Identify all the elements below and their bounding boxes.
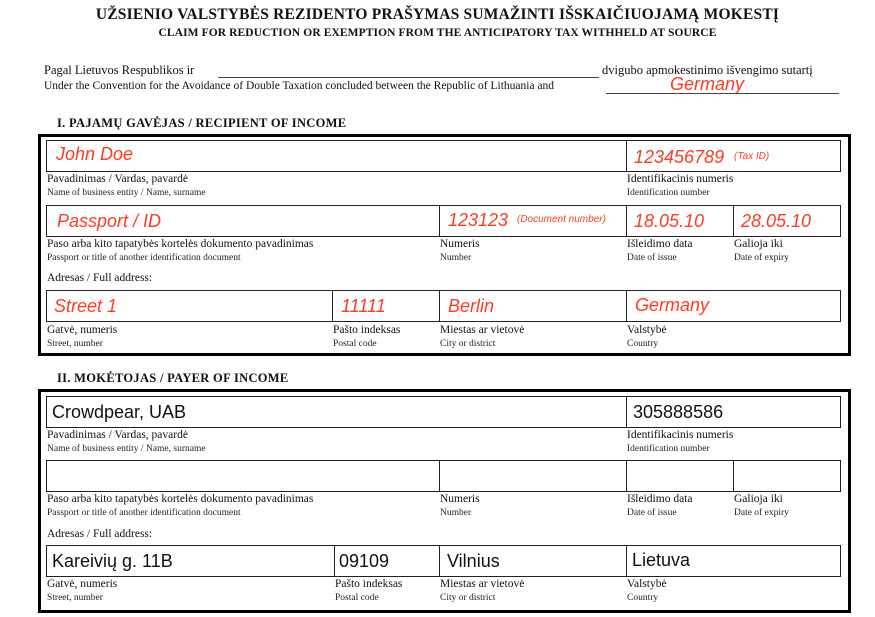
recipient-id-label: Identifikacinis numeris <box>627 173 734 185</box>
recipient-city-sublabel: City or district <box>440 339 496 349</box>
payer-name-sublabel: Name of business entity / Name, surname <box>47 444 206 454</box>
recipient-docnum-hint: (Document number) <box>517 214 606 225</box>
payer-street-label: Gatvė, numeris <box>47 578 118 590</box>
payer-expiry-sublabel: Date of expiry <box>734 508 789 518</box>
convention-country-value[interactable]: Germany <box>670 74 745 94</box>
payer-postal-sublabel: Postal code <box>335 593 379 603</box>
form-title-en: CLAIM FOR REDUCTION OR EXEMPTION FROM THE ANTICIPATORY TAX WITHHELD AT SOURCE <box>158 27 717 39</box>
payer-heading: II. MOKĖTOJAS / PAYER OF INCOME <box>57 371 289 385</box>
convention-lt-suffix: dvigubo apmokestinimo išvengimo sutartį <box>602 63 813 77</box>
payer-city-value: Vilnius <box>447 551 500 571</box>
payer-issue-label: Išleidimo data <box>627 493 693 505</box>
payer-doc-field[interactable] <box>46 460 440 492</box>
recipient-expiry-value: 28.05.10 <box>741 211 812 231</box>
recipient-name-label: Pavadinimas / Vardas, pavardė <box>47 173 188 185</box>
convention-blank-lt[interactable] <box>218 77 599 78</box>
recipient-postal-value: 11111 <box>341 296 386 316</box>
payer-docnum-sublabel: Number <box>440 508 472 518</box>
payer-city-sublabel: City or district <box>440 593 496 603</box>
convention-en: Under the Convention for the Avoidance of Double Taxation concluded between the Republic of Lithuania and <box>44 80 555 92</box>
recipient-issue-sublabel: Date of issue <box>627 253 677 263</box>
payer-docnum-label: Numeris <box>440 493 480 505</box>
recipient-docnum-sublabel: Number <box>440 253 472 263</box>
payer-street-value: Kareivių g. 11B <box>52 551 173 571</box>
payer-expiry-label: Galioja iki <box>734 493 783 505</box>
recipient-id-value: 123456789 <box>634 147 725 167</box>
payer-city-label: Miestas ar vietovė <box>440 578 525 590</box>
recipient-street-value: Street 1 <box>54 296 118 316</box>
recipient-id-sublabel: Identification number <box>627 188 710 198</box>
payer-issue-field[interactable] <box>626 460 734 492</box>
payer-street-sublabel: Street, number <box>47 593 103 603</box>
payer-postal-value: 09109 <box>339 551 390 571</box>
recipient-id-hint: (Tax ID) <box>734 151 770 162</box>
payer-name-label: Pavadinimas / Vardas, pavardė <box>47 429 188 441</box>
payer-id-value: 305888586 <box>633 402 724 422</box>
recipient-name-sublabel: Name of business entity / Name, surname <box>47 188 206 198</box>
payer-id-sublabel: Identification number <box>627 444 710 454</box>
payer-id-label: Identifikacinis numeris <box>627 429 734 441</box>
payer-doc-sublabel: Passport or title of another identification document <box>47 508 241 518</box>
recipient-street-sublabel: Street, number <box>47 339 103 349</box>
convention-lt-prefix: Pagal Lietuvos Respublikos ir <box>44 63 195 77</box>
payer-country-value: Lietuva <box>632 550 691 570</box>
recipient-city-value: Berlin <box>448 296 495 316</box>
payer-address-label: Adresas / Full address: <box>47 528 153 540</box>
form-title-lt: UŽSIENIO VALSTYBĖS REZIDENTO PRAŠYMAS SUMAŽINTI IŠSKAIČIUOJAMĄ MOKESTĮ <box>95 6 780 23</box>
recipient-country-label: Valstybė <box>627 324 667 336</box>
recipient-street-label: Gatvė, numeris <box>47 324 118 336</box>
payer-name-value: Crowdpear, UAB <box>52 402 187 422</box>
recipient-doc-sublabel: Passport or title of another identification document <box>47 253 241 263</box>
payer-doc-label: Paso arba kito tapatybės kortelės dokumento pavadinimas <box>47 493 314 505</box>
recipient-doc-label: Paso arba kito tapatybės kortelės dokumento pavadinimas <box>47 238 314 250</box>
recipient-expiry-label: Galioja iki <box>734 238 783 250</box>
recipient-expiry-sublabel: Date of expiry <box>734 253 789 263</box>
recipient-name-field[interactable] <box>46 140 627 172</box>
payer-issue-sublabel: Date of issue <box>627 508 677 518</box>
recipient-docnum-label: Numeris <box>440 238 480 250</box>
recipient-country-sublabel: Country <box>627 339 659 349</box>
recipient-postal-label: Pašto indeksas <box>333 324 401 336</box>
payer-docnum-field[interactable] <box>439 460 627 492</box>
payer-postal-label: Pašto indeksas <box>335 578 403 590</box>
payer-expiry-field[interactable] <box>733 460 841 492</box>
recipient-issue-label: Išleidimo data <box>627 238 693 250</box>
recipient-postal-sublabel: Postal code <box>333 339 377 349</box>
payer-country-label: Valstybė <box>627 578 667 590</box>
recipient-heading: I. PAJAMŲ GAVĖJAS / RECIPIENT OF INCOME <box>57 116 347 130</box>
recipient-docnum-value: 123123 <box>448 210 509 230</box>
recipient-name-value: John Doe <box>56 144 134 164</box>
payer-country-sublabel: Country <box>627 593 659 603</box>
recipient-doc-value: Passport / ID <box>57 211 162 231</box>
recipient-address-label: Adresas / Full address: <box>47 272 153 284</box>
recipient-city-label: Miestas ar vietovė <box>440 324 525 336</box>
recipient-country-value: Germany <box>635 295 710 315</box>
recipient-issue-value: 18.05.10 <box>634 211 705 231</box>
